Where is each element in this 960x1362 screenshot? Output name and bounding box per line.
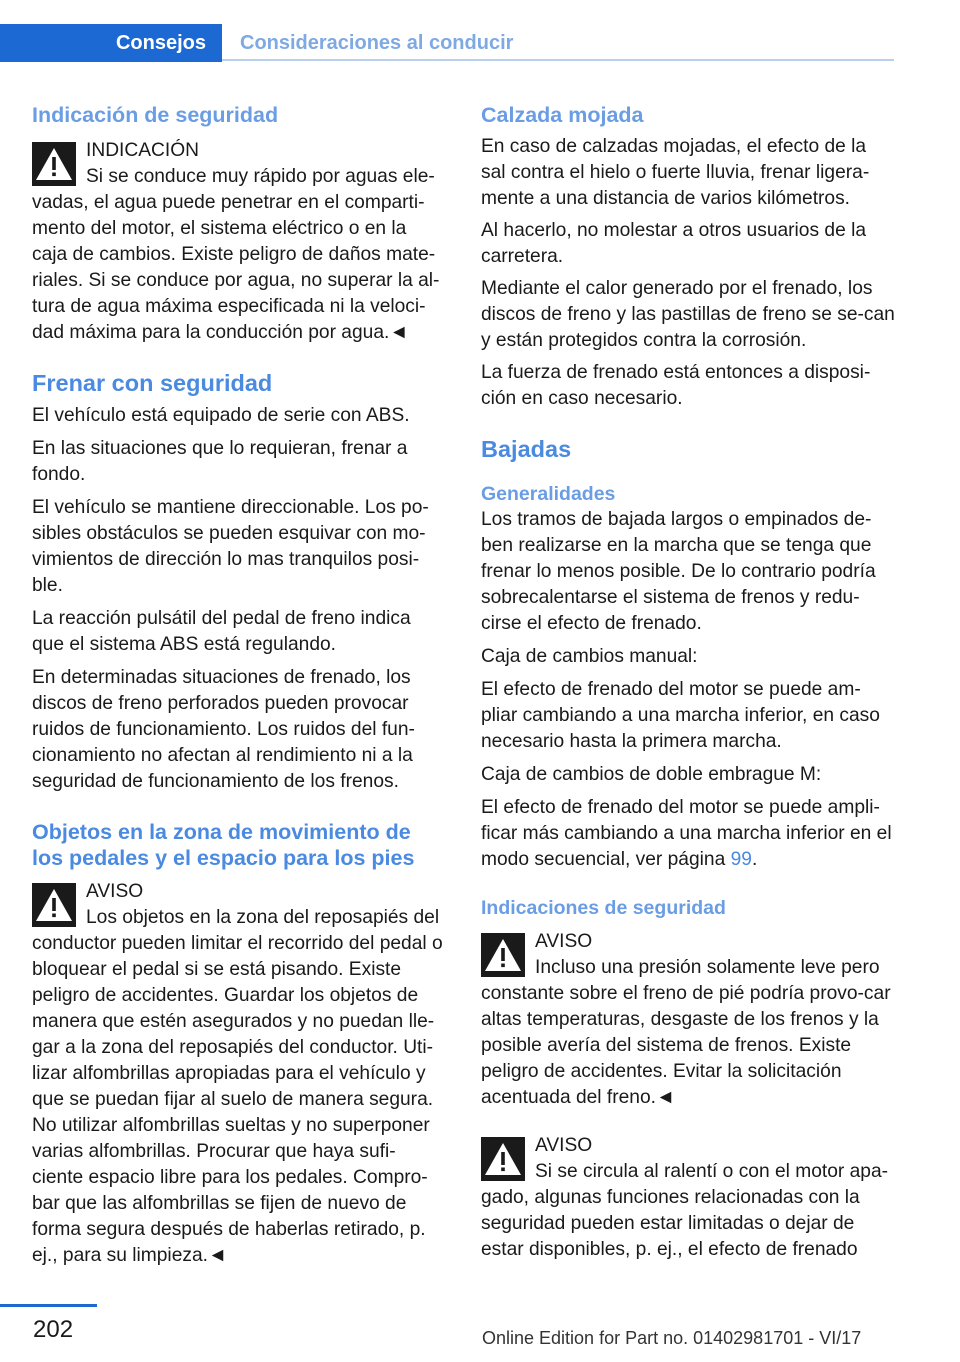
downhill-paragraph-5-text: El efecto de frenado del motor se puede ampli-ficar más cambiando a una marcha inferior en el modo secuencial, ver página [481, 797, 892, 870]
wet-paragraph-2: Al hacerlo, no molestar a otros usuarios de la carretera. [481, 220, 867, 267]
general-subheading: Generalidades [481, 483, 616, 505]
downhill-paragraph-5 [481, 795, 895, 873]
brake-paragraph-1: El vehículo está equipado de serie con ABS. [32, 405, 410, 426]
brake-paragraph-2: En las situaciones que lo requieran, frenar a fondo. [32, 438, 408, 485]
brake-heading: Frenar con seguridad [32, 370, 273, 396]
wet-road-heading: Calzada mojada [481, 103, 644, 127]
safety-notes-subheading: Indicaciones de seguridad [481, 897, 726, 919]
warning-label: AVISO [86, 881, 144, 902]
brake-paragraph-3: El vehículo se mantiene direccionable. Los po-sibles obstáculos se pueden esquivar con mo-vimientos de dirección lo mas tranquilos posi-ble. [32, 497, 429, 596]
warning-text: Si se circula al ralentí o con el motor apa-gado, algunas funciones relacionadas con la seguridad pueden estar limitadas o dejar de estar disponibles, p. ej., el efecto de frenado [481, 1161, 889, 1260]
footer-rule [0, 1304, 97, 1307]
idle-warning-block [481, 1133, 895, 1263]
safety-heading: Indicación de seguridad [32, 103, 279, 127]
brake-warning-block [481, 929, 895, 1111]
warning-label: AVISO [535, 931, 593, 952]
notice-text: Si se conduce muy rápido por aguas ele-vadas, el agua puede penetrar en el comparti-mento del motor, el sistema eléctrico o en la caja de cambios. Existe peligro de daños mate-riales. Si se conduce por agua, no superar la al-tura de agua máxima especificada ni la veloci-dad máxima para la conducción por agua.◄ [32, 166, 440, 343]
downhill-heading: Bajadas [481, 436, 572, 462]
objects-warning-block [32, 879, 446, 1269]
edition-note: Online Edition for Part no. 01402981701 - VI/17 [482, 1328, 862, 1348]
downhill-paragraph-4: Caja de cambios de doble embrague M: [481, 764, 822, 785]
warning-triangle-icon [32, 142, 76, 186]
warning-triangle-icon [481, 933, 525, 977]
downhill-paragraph-5-end: . [751, 849, 758, 870]
right-column [481, 100, 895, 1263]
downhill-paragraph-1: Los tramos de bajada largos o empinados de-ben realizarse en la marcha que se tenga que frenar lo menos posible. De lo contrario podría sobrecalentarse el sistema de frenos y redu-cirse el efecto de frenado. [481, 509, 876, 634]
section-tab[interactable]: Consideraciones al conducir [240, 32, 514, 54]
page-reference-link[interactable]: 99 [730, 849, 752, 870]
downhill-paragraph-3: El efecto de frenado del motor se puede am-pliar cambiando a una marcha inferior, en caso necesario hasta la primera marcha. [481, 679, 880, 752]
chapter-tab[interactable]: Consejos [0, 24, 222, 62]
wet-paragraph-3: Mediante el calor generado por el frenado, los discos de freno y las pastillas de freno se se-can y están protegidos contra la corrosión. [481, 278, 895, 351]
warning-text: Incluso una presión solamente leve pero constante sobre el freno de pié podría provo-car altas temperaturas, desgaste de los frenos y la posible avería del sistema de frenos. Existe peligro de accidentes. Evitar la solicitación acentuada del freno.◄ [481, 957, 891, 1108]
notice-label: INDICACIÓN [86, 140, 199, 161]
downhill-paragraph-2: Caja de cambios manual: [481, 646, 698, 667]
warning-text: Los objetos en la zona del reposapiés del conductor pueden limitar el recorrido del pedal o bloquear el pedal si se está pisando. Existe peligro de accidentes. Guardar los objetos de manera que estén asegurados y no puedan lle-gar a la zona del reposapiés del conductor. Uti-lizar alfombrillas apropiadas para el vehículo y que se puedan fijar al suelo de manera segura. No utilizar alfombrillas sueltas y no superponer varias alfombrillas. Procurar que haya sufi-ciente espacio libre para los pedales. Compro-bar que las alfombrillas se fijen de nuevo de forma segura después de haberlas retirado, p. ej., para su limpieza.◄ [32, 907, 443, 1266]
warning-triangle-icon [32, 883, 76, 927]
page-number: 202 [33, 1316, 74, 1343]
objects-heading: Objetos en la zona de movimiento de los pedales y el espacio para los pies [32, 820, 415, 870]
wet-paragraph-4: La fuerza de frenado está entonces a disposi-ción en caso necesario. [481, 362, 871, 409]
header-rule [222, 59, 894, 61]
left-column [32, 100, 446, 1269]
page-header [0, 0, 960, 62]
warning-label: AVISO [535, 1135, 593, 1156]
wet-paragraph-1: En caso de calzadas mojadas, el efecto de la sal contra el hielo o fuerte lluvia, frenar ligera-mente a una distancia de varios kilómetros. [481, 136, 870, 209]
brake-paragraph-5: En determinadas situaciones de frenado, los discos de freno perforados pueden provocar ruidos de funcionamiento. Los ruidos del fun-cionamiento no afectan al rendimiento ni a la seguridad de funcionamiento de los frenos. [32, 667, 415, 792]
brake-paragraph-4: La reacción pulsátil del pedal de freno indica que el sistema ABS está regulando. [32, 608, 411, 655]
warning-triangle-icon [481, 1137, 525, 1181]
notice-block [32, 138, 446, 346]
